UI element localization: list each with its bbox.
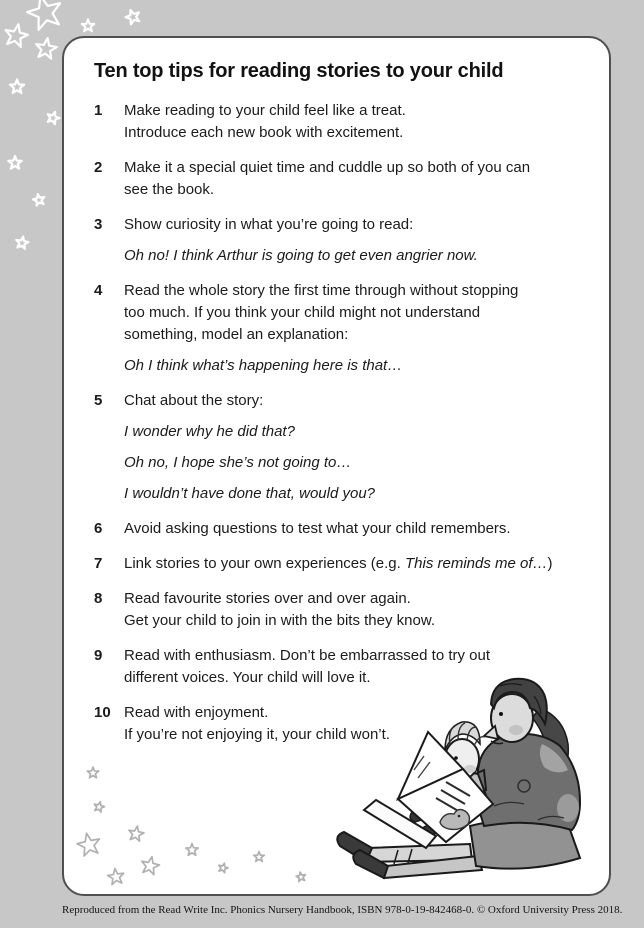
tip-number: 7: [94, 555, 103, 572]
star-icon: [82, 20, 94, 32]
star-icon: [295, 871, 306, 882]
tips-list: [94, 100, 585, 746]
tip-line: Oh no, I hope she’s not going to…: [124, 454, 352, 471]
tip-text: [124, 518, 585, 540]
tip-item: [94, 518, 585, 540]
tip-paragraph: [124, 355, 585, 377]
star-icon: [87, 767, 98, 778]
tip-line: Make it a special quiet time and cuddle up so both of you can: [124, 159, 531, 176]
tip-text: [124, 702, 585, 746]
tip-item: [94, 214, 585, 267]
tip-item: [94, 157, 585, 201]
parent-legs: [337, 832, 482, 878]
star-icon: [217, 862, 229, 873]
tip-paragraph: [124, 645, 585, 689]
tip-line: Read with enjoyment.: [124, 704, 269, 721]
tip-text: [124, 214, 585, 267]
tip-item: [94, 702, 585, 746]
star-icon: [15, 236, 29, 250]
card-content: [94, 58, 585, 759]
tip-paragraph: [124, 100, 585, 144]
star-icon: [3, 22, 30, 48]
tip-line: Oh no! I think Arthur is going to get even angrier now.: [124, 247, 478, 264]
tip-line: Show curiosity in what you’re going to read:: [124, 216, 414, 233]
star-icon: [10, 80, 24, 94]
tip-line: Make reading to your child feel like a treat.: [124, 102, 406, 119]
tip-paragraph: [124, 553, 585, 575]
copyright-line: Reproduced from the Read Write Inc. Phonics Nursery Handbook, ISBN 978-0-19-842468-0. © Oxford University Press 2018.: [62, 904, 623, 916]
tip-line: different voices. Your child will love it.: [124, 669, 371, 686]
tip-line: Read the whole story the first time through without stopping: [124, 282, 519, 299]
tip-paragraph: [124, 214, 585, 236]
tip-item: [94, 588, 585, 632]
tip-paragraph: [124, 390, 585, 412]
tip-item: [94, 390, 585, 505]
star-icon: [45, 110, 60, 125]
tip-paragraph: [124, 421, 585, 443]
child-shoes: [410, 804, 446, 836]
tip-paragraph: [124, 483, 585, 505]
tip-text: [124, 157, 585, 201]
tip-paragraph: [124, 588, 585, 632]
tip-line: Get your child to join in with the bits they know.: [124, 612, 435, 629]
tip-item: [94, 645, 585, 689]
tip-number: 3: [94, 216, 103, 233]
star-icon: [8, 156, 21, 169]
star-icon: [93, 800, 106, 812]
star-icon: [75, 831, 102, 857]
tip-text: [124, 100, 585, 144]
tip-number: 1: [94, 102, 103, 119]
tip-text: [124, 645, 585, 689]
star-icon: [127, 825, 144, 842]
tip-number: 9: [94, 647, 103, 664]
star-icon: [24, 0, 65, 31]
tip-text: [124, 553, 585, 575]
star-icon: [186, 844, 198, 856]
star-icon: [32, 193, 45, 206]
star-icon: [140, 855, 161, 876]
tip-line: Read favourite stories over and over again.: [124, 590, 411, 607]
tip-line: Introduce each new book with excitement.: [124, 124, 404, 141]
tip-number: 10: [94, 704, 111, 721]
tip-item: [94, 280, 585, 377]
tip-paragraph: [124, 452, 585, 474]
tip-line: Read with enthusiasm. Don’t be embarrassed to try out: [124, 647, 491, 664]
tip-paragraph: [124, 245, 585, 267]
page-title: Ten top tips for reading stories to your child: [94, 60, 504, 82]
tip-line: see the book.: [124, 181, 215, 198]
tip-number: 2: [94, 159, 103, 176]
tip-number: 4: [94, 282, 103, 299]
star-icon: [254, 852, 264, 862]
tip-line: something, model an explanation:: [124, 326, 349, 343]
tip-line: I wonder why he did that?: [124, 423, 295, 440]
tip-line: Avoid asking questions to test what your child remembers.: [124, 520, 511, 537]
tip-line: too much. If you think your child might not understand: [124, 304, 481, 321]
star-icon: [107, 867, 125, 884]
tip-line: I wouldn’t have done that, would you?: [124, 485, 376, 502]
tip-paragraph: [124, 518, 585, 540]
tip-paragraph: [124, 157, 585, 201]
tip-number: 8: [94, 590, 103, 607]
tip-line: Chat about the story:: [124, 392, 264, 409]
tip-line: Link stories to your own experiences (e.g. This reminds me of…): [124, 555, 553, 572]
tip-number: 6: [94, 520, 103, 537]
star-icon: [34, 37, 57, 60]
tip-paragraph: [124, 702, 585, 746]
tip-paragraph: [124, 280, 585, 346]
tip-item: [94, 553, 585, 575]
star-icon: [124, 8, 142, 26]
tip-number: 5: [94, 392, 103, 409]
tip-line: If you’re not enjoying it, your child won’t.: [124, 726, 390, 743]
tip-text: [124, 280, 585, 377]
tip-item: [94, 100, 585, 144]
handout-card: [62, 36, 611, 896]
tip-text: [124, 588, 585, 632]
tip-text: [124, 390, 585, 505]
tip-line: Oh I think what’s happening here is that…: [124, 357, 403, 374]
